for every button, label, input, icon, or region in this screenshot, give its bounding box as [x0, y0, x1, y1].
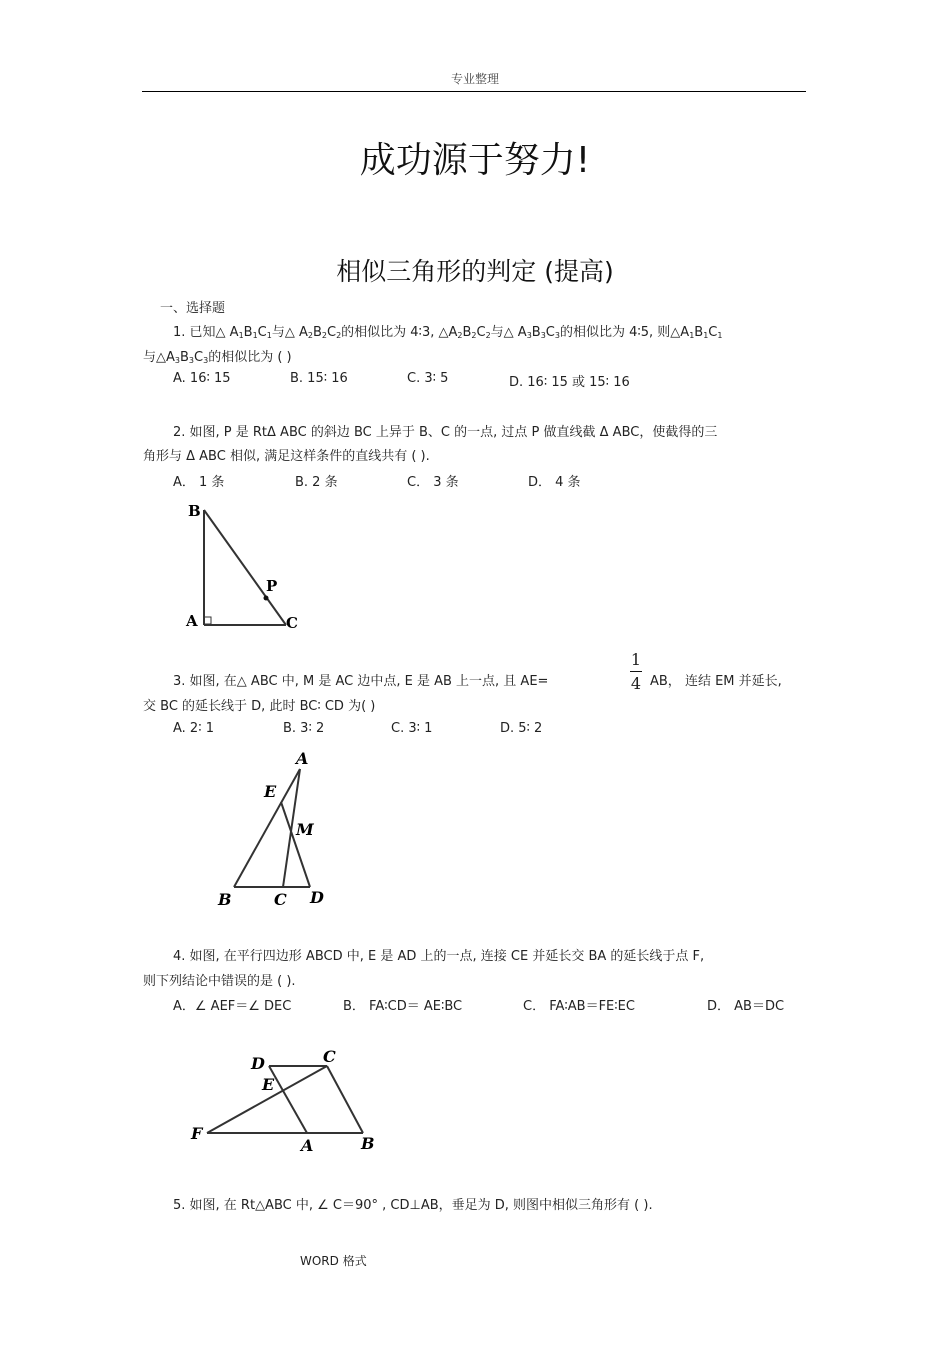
q3-label-m: M — [296, 820, 314, 839]
q2-line1: 2. 如图, P 是 RtΔ ABC 的斜边 BC 上异于 B、C 的一点, 过点 P 做直线截 Δ ABC，使截得的三 — [173, 425, 718, 440]
q3-label-e: E — [264, 782, 277, 801]
q1-option-b: B. 15∶ 16 — [290, 371, 348, 386]
q2-line2: 角形与 Δ ABC 相似, 满足这样条件的直线共有 ( ). — [143, 449, 430, 464]
q1-option-d: D. 16∶ 15 或 15∶ 16 — [509, 375, 630, 390]
q4-figure — [185, 1042, 385, 1154]
q1-line2: 与$\triangle A_3B_3C_3$的相似比为 ( ) — [143, 350, 292, 365]
document-title: 相似三角形的判定 (提高) — [336, 257, 614, 286]
q2-label-a: A — [186, 612, 198, 630]
header-rule — [142, 91, 806, 92]
motto-title: 成功源于努力! — [359, 140, 591, 181]
q3-option-d: D. 5∶ 2 — [500, 721, 543, 736]
q4-side-da — [269, 1066, 307, 1133]
q3-label-b: B — [218, 890, 232, 909]
q4-option-d: D． AB＝DC — [707, 999, 785, 1014]
q4-label-f: F — [191, 1124, 203, 1143]
q4-label-b: B — [361, 1134, 375, 1153]
q4-option-b: B． FA∶CD＝ AE∶BC — [343, 999, 463, 1014]
page-footer: WORD 格式 — [300, 1254, 367, 1268]
q3-line1-a: 3. 如图, 在△ ABC 中, M 是 AC 边中点, E 是 AB 上一点, 且 AE= — [173, 674, 549, 689]
q2-option-d: D． 4 条 — [528, 475, 581, 490]
q2-option-c: C． 3 条 — [407, 475, 459, 490]
q2-label-c: C — [286, 614, 298, 632]
page-header: 专业整理 — [450, 72, 499, 86]
q3-option-a: A. 2∶ 1 — [173, 721, 214, 736]
frac-numerator: 1 — [630, 650, 642, 669]
q1-option-a: A. 16∶ 15 — [173, 371, 231, 386]
q1-option-c: C. 3∶ 5 — [407, 371, 449, 386]
q2-option-a: A． 1 条 — [173, 475, 225, 490]
q2-option-b: B. 2 条 — [295, 475, 338, 490]
q4-option-a: A．∠ AEF＝∠ DEC — [173, 999, 292, 1014]
q3-option-b: B. 3∶ 2 — [283, 721, 325, 736]
q3-label-d: D — [310, 888, 324, 907]
q1-line1: 1. 已知△ $A_1B_1C_1$与△ $A_2B_2C_2$的相似比为 4∶3, $\triangle A_2B_2C_2$与△ $A_3B_3C_3$的相似比为 4∶5, 则$\triangle A_1B_1C_1$ — [173, 325, 723, 340]
q4-option-c: C． FA∶AB＝FE∶EC — [523, 999, 635, 1014]
q4-line1: 4. 如图, 在平行四边形 ABCD 中, E 是 AD 上的一点, 连接 CE 并延长交 BA 的延长线于点 F, — [173, 949, 705, 964]
section-heading: 一、选择题 — [160, 301, 226, 316]
q4-line2: 则下列结论中错误的是 ( ). — [143, 974, 296, 989]
q4-label-e: E — [262, 1075, 275, 1094]
frac-bar — [630, 671, 642, 672]
q4-label-a: A — [301, 1136, 314, 1154]
q3-label-a: A — [296, 749, 309, 768]
q2-label-p: P — [266, 577, 278, 595]
right-angle-mark — [204, 617, 211, 624]
q2-side-bc — [204, 510, 286, 625]
q5-line1: 5. 如图, 在 Rt△ABC 中, ∠ C＝90° , CD⊥AB，垂足为 D, 则图中相似三角形有 ( ). — [173, 1198, 653, 1213]
q4-label-c: C — [323, 1047, 336, 1066]
q4-side-cb — [327, 1066, 363, 1133]
q3-label-c: C — [274, 890, 287, 909]
q3-line1-b: AB， 连结 EM 并延长, — [650, 674, 782, 689]
q4-label-d: D — [251, 1054, 265, 1073]
q3-option-c: C. 3∶ 1 — [391, 721, 433, 736]
q2-label-b: B — [188, 502, 201, 520]
q2-figure — [180, 498, 310, 636]
q3-fraction — [628, 650, 644, 693]
q3-line2: 交 BC 的延长线于 D, 此时 BC∶ CD 为( ) — [143, 699, 376, 714]
q3-figure — [210, 745, 340, 913]
frac-denominator: 4 — [630, 674, 642, 693]
q2-point-p — [264, 596, 269, 601]
